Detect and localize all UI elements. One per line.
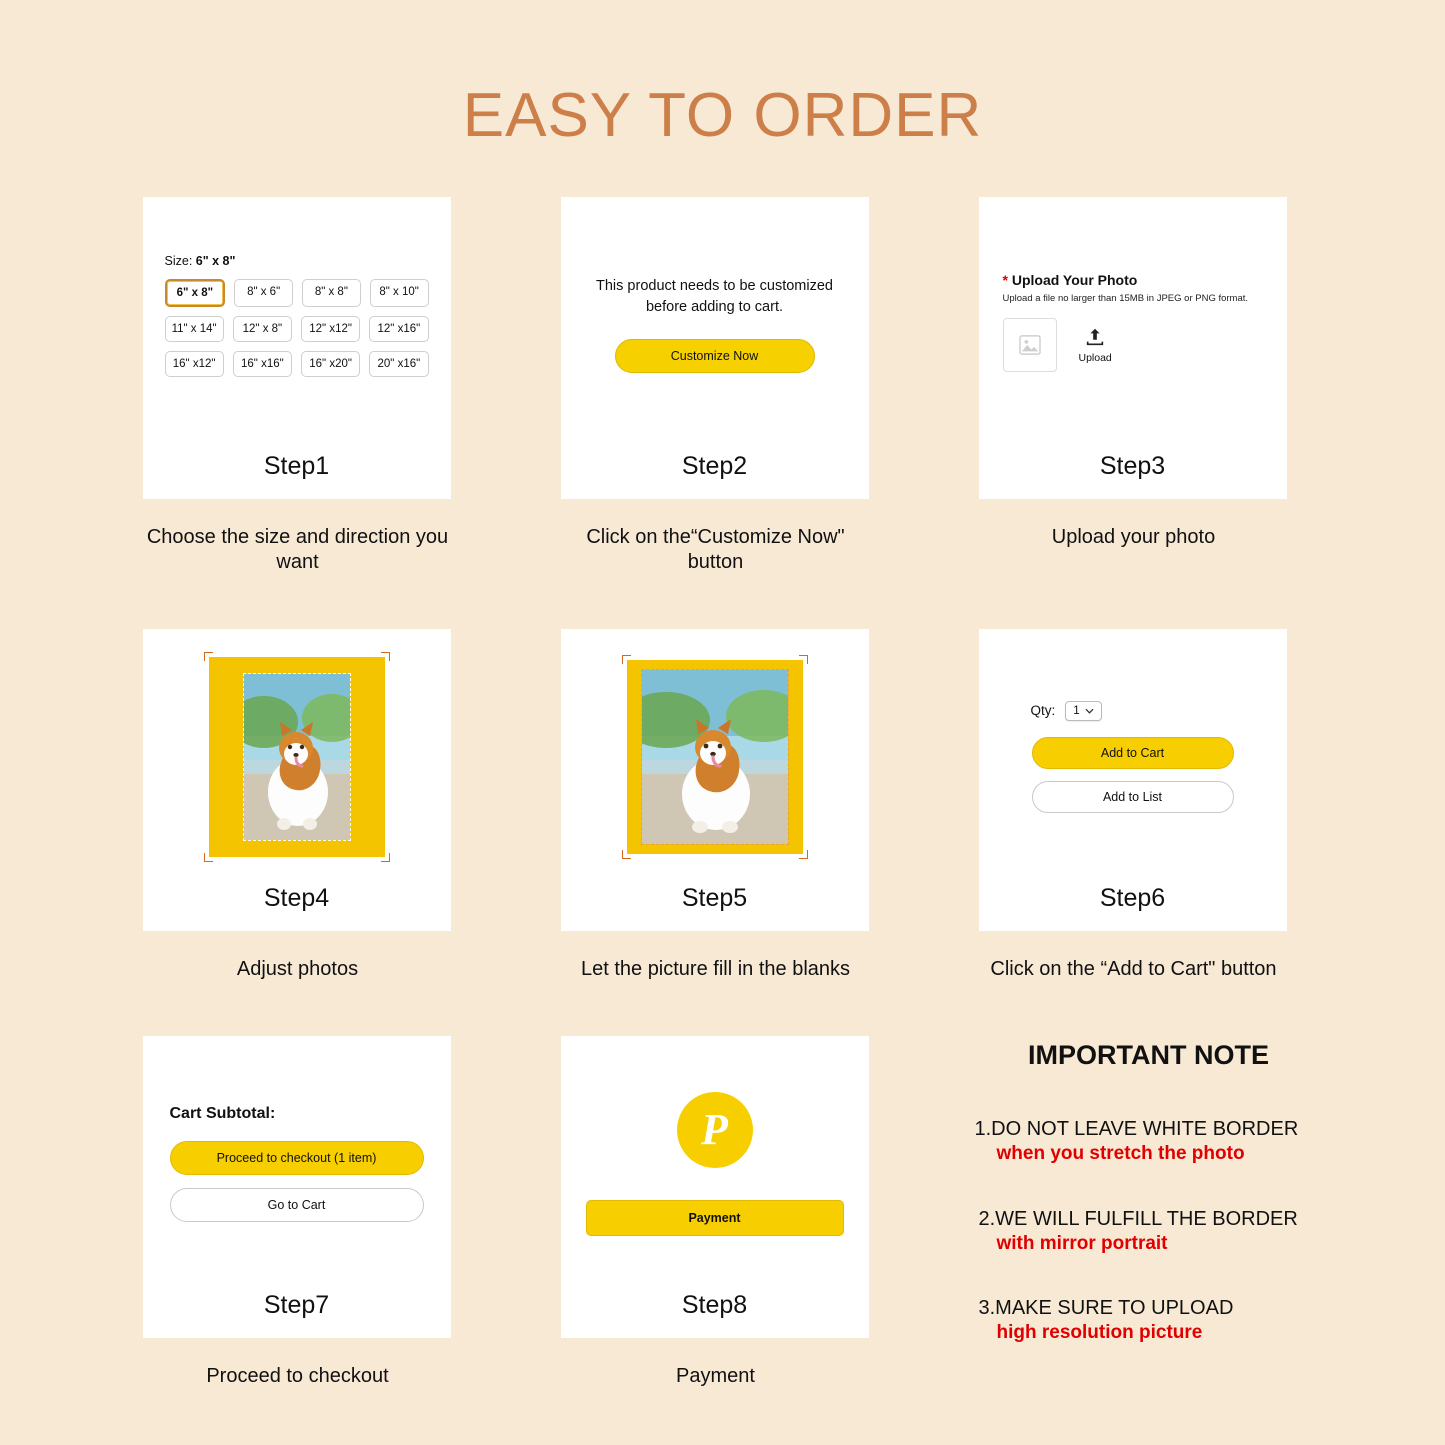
- payment-button[interactable]: Payment: [586, 1200, 844, 1236]
- customize-now-button[interactable]: Customize Now: [615, 339, 815, 373]
- step6-card: [979, 629, 1287, 931]
- step3-label: Step3: [1099, 452, 1166, 480]
- upload-heading: [1003, 272, 1263, 288]
- upload-controls: [1003, 318, 1263, 372]
- step3-card: [979, 197, 1287, 499]
- step8-caption: Payment: [676, 1365, 755, 1387]
- step-cell-3: [979, 197, 1289, 629]
- step8-label: Step8: [681, 1291, 748, 1319]
- steps-grid: [143, 197, 1303, 1443]
- step-cell-6: [979, 629, 1289, 1036]
- upload-section: [979, 272, 1287, 372]
- step-cell-2: [561, 197, 871, 629]
- fill-handle-top-right[interactable]: [799, 655, 808, 664]
- upload-icon: [1084, 326, 1106, 348]
- note-item-1: [974, 1117, 1319, 1167]
- step-cell-7: [143, 1036, 453, 1443]
- upload-hint: Upload a file no larger than 15MB in JPEG or PNG format.: [1002, 292, 1249, 304]
- size-selector: [143, 254, 451, 386]
- size-option-12x8[interactable]: 12" x 8": [233, 316, 292, 342]
- important-note: [974, 1036, 1319, 1346]
- add-to-list-button[interactable]: Add to List: [1032, 781, 1234, 813]
- step8-card: [561, 1036, 869, 1338]
- important-note-title: IMPORTANT NOTE: [1028, 1040, 1269, 1070]
- step2-caption: Click on the“Customize Now" button: [586, 526, 845, 573]
- upload-button-label: Upload: [1078, 351, 1112, 364]
- size-value: 6" x 8": [195, 253, 236, 268]
- note-item-2: [979, 1207, 1319, 1257]
- photo-frame-preview-filled[interactable]: [627, 660, 803, 854]
- note-item-2-red: with mirror portrait: [996, 1232, 1168, 1254]
- step4-caption: Adjust photos: [236, 958, 359, 980]
- cart-subtotal-label: Cart Subtotal:: [169, 1105, 276, 1122]
- fill-handle-top-left[interactable]: [622, 655, 631, 664]
- step-cell-4: [143, 629, 453, 1036]
- step1-label: Step1: [263, 452, 330, 480]
- step4-card: [143, 629, 451, 931]
- size-option-6x8[interactable]: 6" x 8": [165, 279, 226, 307]
- fill-handle-bottom-left[interactable]: [622, 850, 631, 859]
- size-option-12x12[interactable]: 12" x12": [301, 316, 360, 342]
- step6-body: [979, 629, 1287, 884]
- size-option-11x14[interactable]: 11" x 14": [165, 316, 224, 342]
- step-cell-1: [143, 197, 453, 629]
- corgi-photo: [244, 674, 350, 840]
- note-item-1-red: when you stretch the photo: [996, 1143, 1245, 1164]
- step5-caption: Let the picture fill in the blanks: [580, 958, 851, 980]
- paypal-icon: P: [677, 1092, 753, 1168]
- note-item-2-main: 2.WE WILL FULFILL THE BORDER: [978, 1207, 1298, 1230]
- step2-body: [561, 197, 869, 452]
- crop-handle-top-right[interactable]: [381, 652, 390, 661]
- page-title: EASY TO ORDER: [462, 81, 983, 150]
- note-item-3: [979, 1296, 1319, 1346]
- quantity-row: [1031, 701, 1102, 721]
- step7-label: Step7: [263, 1291, 330, 1319]
- image-placeholder-icon: [1003, 318, 1057, 372]
- go-to-cart-button[interactable]: Go to Cart: [170, 1188, 424, 1222]
- size-option-16x12[interactable]: 16" x12": [165, 351, 224, 377]
- step4-body: [143, 629, 451, 884]
- photo-crop-area[interactable]: [244, 674, 350, 840]
- photo-filled-area[interactable]: [642, 670, 788, 844]
- step2-card: [561, 197, 869, 499]
- size-option-8x10[interactable]: 8" x 10": [370, 279, 429, 307]
- corgi-photo-filled: [642, 670, 788, 844]
- step4-label: Step4: [263, 884, 330, 912]
- step5-card: [561, 629, 869, 931]
- step6-caption: Click on the “Add to Cart" button: [990, 958, 1277, 980]
- note-item-1-main: 1.DO NOT LEAVE WHITE BORDER: [974, 1118, 1299, 1140]
- step7-caption: Proceed to checkout: [206, 1365, 389, 1387]
- step3-body: [979, 197, 1287, 452]
- photo-frame-preview-adjust[interactable]: [209, 657, 385, 857]
- step6-label: Step6: [1099, 884, 1166, 912]
- step7-body: [143, 1036, 451, 1291]
- crop-handle-bottom-left[interactable]: [204, 853, 213, 862]
- step7-card: [143, 1036, 451, 1338]
- fill-handle-bottom-right[interactable]: [799, 850, 808, 859]
- step8-body: [561, 1036, 869, 1291]
- step1-body: [143, 197, 451, 452]
- customization-notice: This product needs to be customized before adding to cart.: [596, 278, 833, 315]
- size-row-2: [165, 316, 429, 342]
- quantity-stepper[interactable]: [1065, 701, 1101, 721]
- step2-label: Step2: [681, 452, 748, 480]
- step-cell-5: [561, 629, 871, 1036]
- important-note-cell: [974, 1036, 1309, 1443]
- size-option-16x20[interactable]: 16" x20": [301, 351, 360, 377]
- quantity-label: Qty:: [1030, 703, 1056, 718]
- required-star: *: [1002, 271, 1008, 288]
- step5-label: Step5: [681, 884, 748, 912]
- size-row-3: [165, 351, 429, 377]
- size-option-12x16[interactable]: 12" x16": [369, 316, 428, 342]
- step5-body: [561, 629, 869, 884]
- step3-caption: Upload your photo: [1051, 526, 1216, 548]
- chevron-down-icon: [1085, 708, 1094, 714]
- size-label: Size:: [164, 253, 193, 268]
- note-item-3-red: high resolution picture: [996, 1322, 1203, 1344]
- proceed-to-checkout-button[interactable]: Proceed to checkout (1 item): [170, 1141, 424, 1175]
- size-option-8x8[interactable]: 8" x 8": [302, 279, 361, 307]
- step-cell-8: [561, 1036, 871, 1443]
- crop-handle-top-left[interactable]: [204, 652, 213, 661]
- size-option-16x16[interactable]: 16" x16": [233, 351, 292, 377]
- step1-card: [143, 197, 451, 499]
- step1-caption: Choose the size and direction you want: [146, 526, 449, 573]
- note-item-3-main: 3.MAKE SURE TO UPLOAD: [978, 1297, 1234, 1320]
- upload-heading-text: Upload Your Photo: [1011, 271, 1138, 288]
- add-to-cart-button[interactable]: Add to Cart: [1032, 737, 1234, 769]
- size-current-line: [165, 254, 429, 268]
- size-option-20x16[interactable]: 20" x16": [369, 351, 428, 377]
- quantity-value: 1: [1073, 704, 1080, 717]
- upload-button[interactable]: [1079, 326, 1112, 364]
- crop-handle-bottom-right[interactable]: [381, 853, 390, 862]
- size-row-1: [165, 279, 429, 307]
- size-option-8x6[interactable]: 8" x 6": [234, 279, 293, 307]
